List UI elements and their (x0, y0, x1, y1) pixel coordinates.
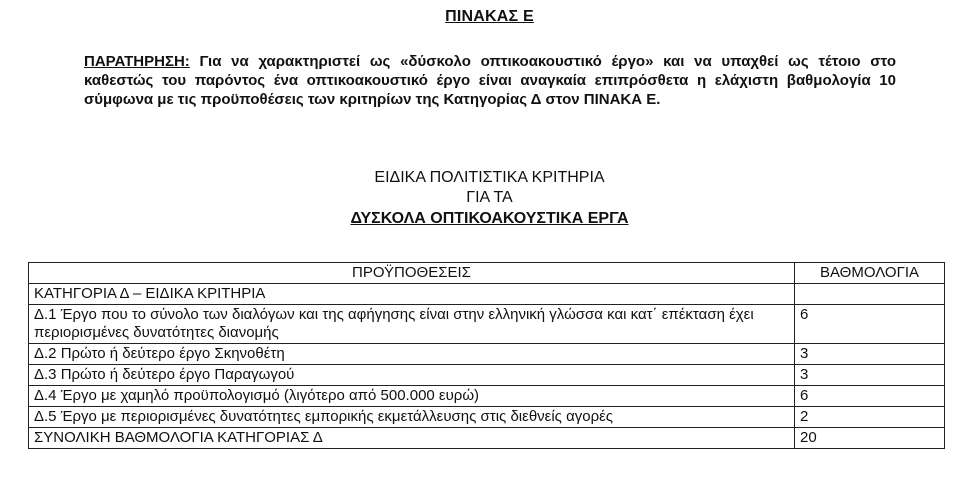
header-conditions: ΠΡΟΫΠΟΘΕΣΕΙΣ (29, 263, 795, 284)
heading-line-1: ΕΙΔΙΚΑ ΠΟΛΙΤΙΣΤΙΚΑ ΚΡΙΤΗΡΙΑ (374, 169, 605, 186)
table-header-row (29, 263, 945, 284)
row-condition: Δ.5 Έργο με περιορισμένες δυνατότητες εμπορικής εκμετάλλευσης στις διεθνείς αγορές (29, 407, 795, 428)
category-label: ΚΑΤΗΓΟΡΙΑ Δ – ΕΙΔΙΚΑ ΚΡΙΤΗΡΙΑ (29, 284, 795, 305)
table-row (29, 305, 945, 344)
table-row (29, 386, 945, 407)
category-row (29, 284, 945, 305)
criteria-table (28, 262, 945, 449)
row-score: 3 (795, 365, 945, 386)
total-label: ΣΥΝΟΛΙΚΗ ΒΑΘΜΟΛΟΓΙΑ ΚΑΤΗΓΟΡΙΑΣ Δ (29, 428, 795, 449)
note-label: ΠΑΡΑΤΗΡΗΣΗ: (84, 53, 190, 70)
total-row (29, 428, 945, 449)
table-row (29, 407, 945, 428)
heading-line-2: ΓΙΑ ΤΑ (466, 189, 513, 206)
row-condition: Δ.3 Πρώτο ή δεύτερο έργο Παραγωγού (29, 365, 795, 386)
row-condition: Δ.1 Έργο που το σύνολο των διαλόγων και της αφήγησης είναι στην ελληνική γλώσσα και κατ΄ επέκταση έχει περιορισμένες δυνατότητες διανομής (29, 305, 795, 344)
category-score-empty (795, 284, 945, 305)
total-score: 20 (795, 428, 945, 449)
row-score: 2 (795, 407, 945, 428)
row-score: 3 (795, 344, 945, 365)
table-row (29, 365, 945, 386)
row-condition: Δ.2 Πρώτο ή δεύτερο έργο Σκηνοθέτη (29, 344, 795, 365)
note-paragraph (84, 52, 896, 109)
note-text: Για να χαρακτηριστεί ως «δύσκολο οπτικοακουστικό έργο» και να υπαχθεί ως τέτοιο στο καθεστώς του παρόντος ένα οπτικοακουστικό έργο είναι αναγκαία επιπρόσθετα η ελάχιστη βαθμολογία 10 σύμφωνα με τις προϋποθέσεις των κριτηρίων της Κατηγορίας Δ στον ΠΙΝΑΚΑ Ε. (84, 53, 896, 108)
heading-line-3: ΔΥΣΚΟΛΑ ΟΠΤΙΚΟΑΚΟΥΣΤΙΚΑ ΕΡΓΑ (350, 210, 629, 227)
header-score: ΒΑΘΜΟΛΟΓΙΑ (795, 263, 945, 284)
table-row (29, 344, 945, 365)
document-title: ΠΙΝΑΚΑΣ Ε (445, 8, 534, 25)
row-condition: Δ.4 Έργο με χαμηλό προϋπολογισμό (λιγότερο από 500.000 ευρώ) (29, 386, 795, 407)
row-score: 6 (795, 386, 945, 407)
row-score: 6 (795, 305, 945, 344)
